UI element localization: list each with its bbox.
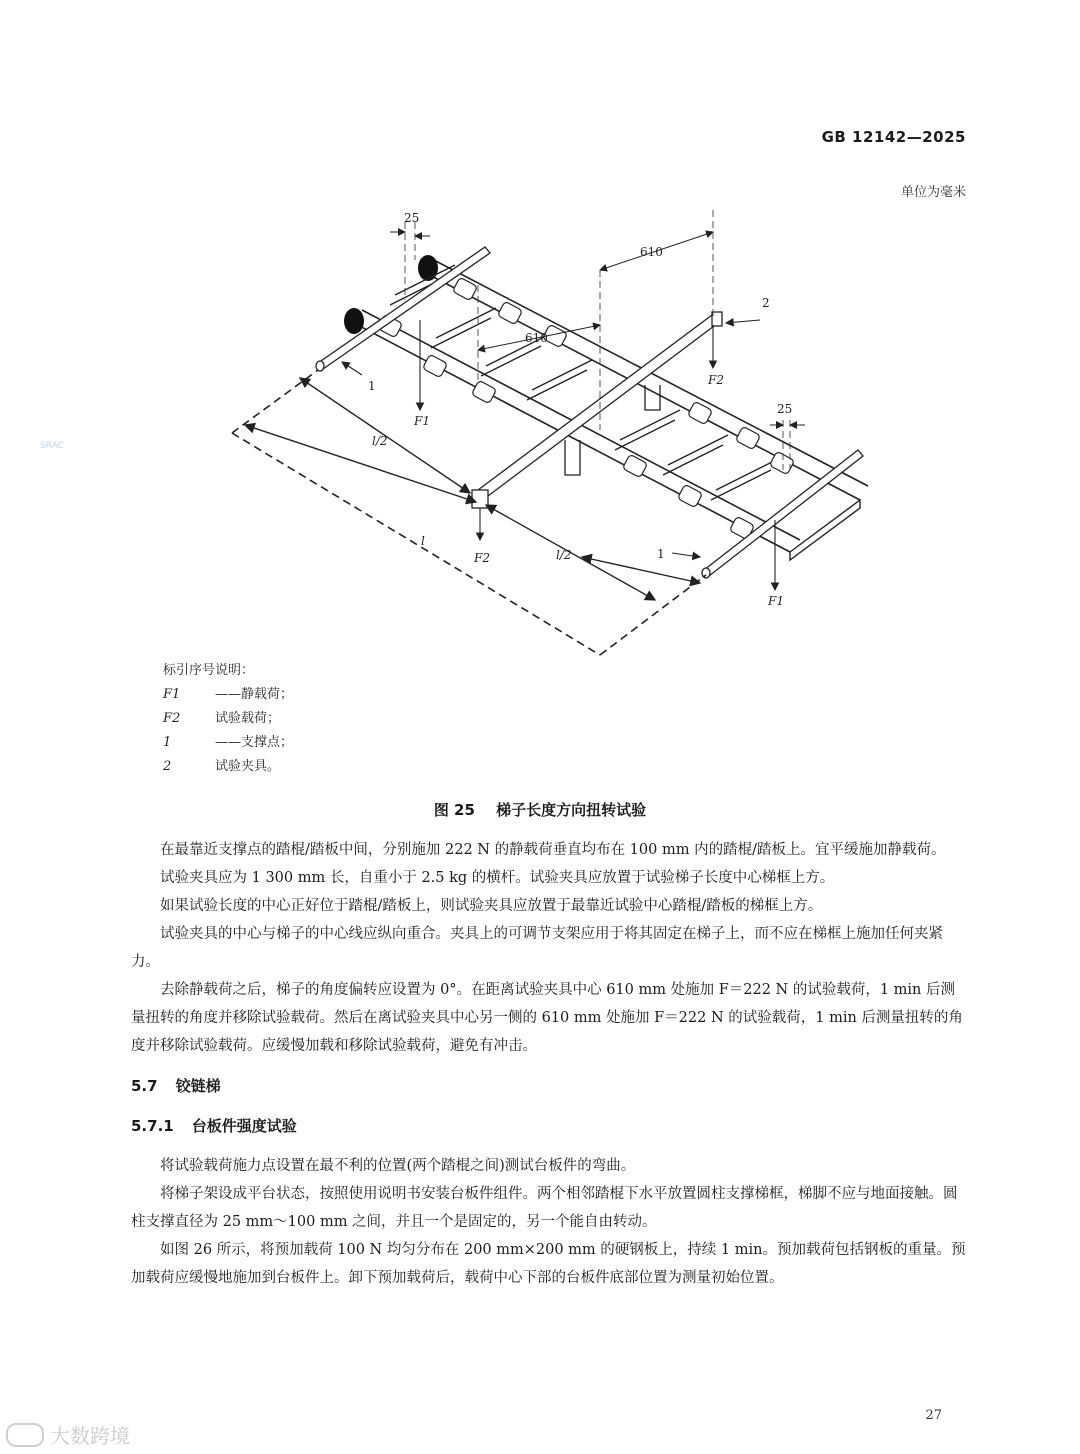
legend-symbol: F2 xyxy=(163,711,181,726)
dim-610-mid: 610 xyxy=(525,331,548,345)
section-title: 台板件强度试验 xyxy=(191,1117,297,1135)
label-f1-right: F1 xyxy=(768,594,784,608)
caption-number: 图 25 xyxy=(433,801,475,819)
label-fixture: 2 xyxy=(762,296,770,310)
legend-text: ——支撑点； xyxy=(215,735,294,750)
dim-25-right: 25 xyxy=(777,402,793,416)
side-tag: SRAC xyxy=(40,441,64,451)
ladder-torsion-figure xyxy=(0,0,1080,660)
page-number: 27 xyxy=(925,1408,942,1423)
label-f2-left: F2 xyxy=(474,551,490,565)
dim-25-top: 25 xyxy=(404,211,420,225)
legend-symbol: 2 xyxy=(163,759,172,774)
paragraph: 将梯子架设成平台状态，按照使用说明书安装台板件组件。两个相邻踏棍下水平放置圆柱支撑梯框，梯脚不应与地面接触。圆柱支撑直径为 25 mm～100 mm 之间，并且一个是固定的，另一个能自由转动。 xyxy=(131,1186,958,1230)
label-f2-right: F2 xyxy=(708,373,724,387)
figure-caption xyxy=(0,799,1080,820)
legend-row xyxy=(163,755,293,779)
label-support-right: 1 xyxy=(657,547,665,561)
watermark-text: 大数跨境 xyxy=(50,1424,130,1448)
section-number: 5.7 xyxy=(131,1077,158,1095)
paragraph: 如图 26 所示，将预加载荷 100 N 均匀分布在 200 mm×200 mm 的硬钢板上，持续 1 min。预加载荷包括钢板的重量。预加载荷应缓慢地施加到台板件上。卸下预加载荷后，载荷中心下部的台板件底部位置为测量初始位置。 xyxy=(131,1242,966,1286)
body-text xyxy=(131,836,969,1292)
paragraph: 将试验载荷施力点设置在最不利的位置(两个踏棍之间)测试台板件的弯曲。 xyxy=(160,1158,636,1174)
dim-half-l-left: l/2 xyxy=(372,434,388,448)
dim-half-l-right: l/2 xyxy=(556,548,572,562)
legend-text: 试验载荷； xyxy=(215,711,281,726)
standard-number: GB 12142—2025 xyxy=(821,128,966,146)
caption-title: 梯子长度方向扭转试验 xyxy=(496,801,647,819)
paragraph: 试验夹具的中心与梯子的中心线应纵向重合。夹具上的可调节支架应用于将其固定在梯子上，而不应在梯框上施加任何夹紧力。 xyxy=(131,926,943,970)
legend-symbol: 1 xyxy=(163,735,172,750)
length-dashed-lines xyxy=(232,370,706,655)
legend-row xyxy=(163,707,293,731)
unit-note: 单位为毫米 xyxy=(900,185,966,200)
length-arrows xyxy=(245,378,700,600)
paragraph: 去除静载荷之后，梯子的角度偏转应设置为 0°。在距离试验夹具中心 610 mm 处施加 F＝222 N 的试验载荷，1 min 后测量扭转的角度并移除试验载荷。然后在离试验夹具中心另一侧的 610 mm 处施加 F＝222 N 的试验载荷，1 min 后测量扭转的角度并移除试验载荷。应缓慢加载和移除试验载荷，避免有冲击。 xyxy=(131,982,963,1054)
watermark xyxy=(6,1420,130,1449)
legend-symbol: F1 xyxy=(163,687,181,702)
label-support-left: 1 xyxy=(368,379,376,393)
paragraph: 试验夹具应为 1 300 mm 长，自重小于 2.5 kg 的横杆。试验夹具应放置于试验梯子长度中心梯框上方。 xyxy=(160,870,835,886)
dimension-lines xyxy=(390,232,805,425)
section-title: 铰链梯 xyxy=(175,1077,221,1095)
section-number: 5.7.1 xyxy=(131,1117,174,1135)
centerlines xyxy=(405,210,793,470)
paragraph: 如果试验长度的中心正好位于踏棍/踏板上，则试验夹具应放置于最靠近试验中心踏棍/踏板的梯框上方。 xyxy=(160,898,823,914)
legend-title: 标引序号说明： xyxy=(163,663,255,678)
section-heading-5-7 xyxy=(131,1072,969,1100)
dim-full-l: l xyxy=(421,534,425,548)
dim-610-top: 610 xyxy=(640,245,663,259)
legend-text: 试验夹具。 xyxy=(215,759,281,774)
label-f1-left: F1 xyxy=(414,414,430,428)
end-frame xyxy=(790,500,860,560)
legend-text: ——静载荷； xyxy=(215,687,294,702)
paragraph: 在最靠近支撑点的踏棍/踏板中间，分别施加 222 N 的静载荷垂直均布在 100 mm 内的踏棍/踏板上。宜平缓施加静载荷。 xyxy=(160,842,946,858)
figure-legend xyxy=(163,659,293,779)
watermark-logo-icon xyxy=(6,1423,44,1447)
legend-row xyxy=(163,683,293,707)
section-heading-5-7-1 xyxy=(131,1112,969,1140)
legend-row xyxy=(163,731,293,755)
